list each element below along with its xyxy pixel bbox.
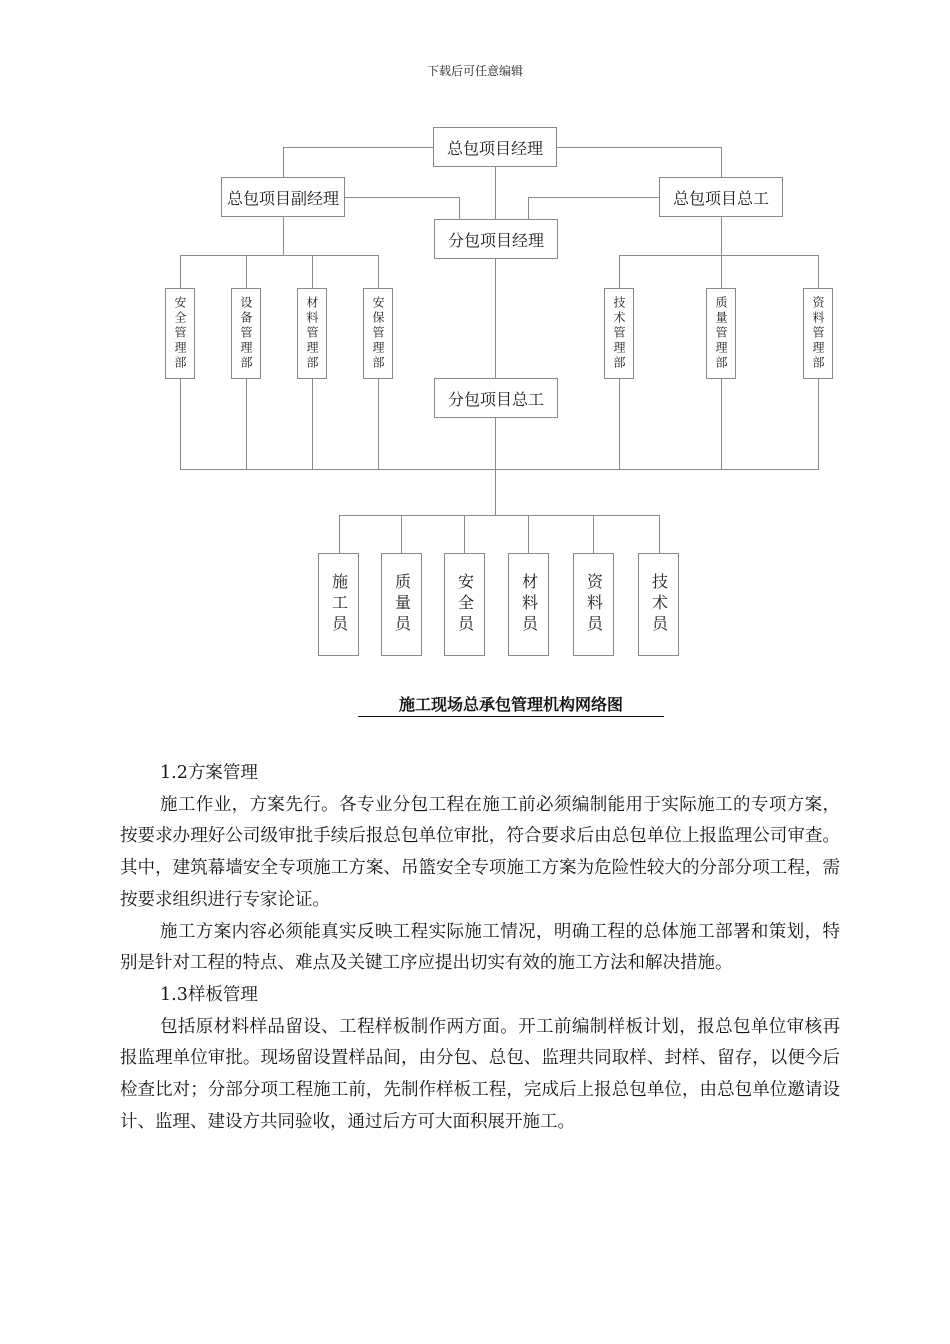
connector-line [344, 197, 459, 198]
chart-node-deputy-manager: 总包项目副经理 [221, 177, 345, 217]
section-heading: 1.2方案管理 [160, 763, 258, 783]
connector-line [378, 255, 379, 288]
staff-box [318, 553, 359, 656]
connector-line [464, 515, 465, 553]
connector-line [180, 255, 181, 288]
connector-line [283, 147, 284, 177]
connector-line [283, 147, 433, 148]
connector-line [312, 255, 313, 288]
connector-line [659, 515, 660, 553]
connector-line [721, 217, 722, 255]
connector-line [619, 379, 620, 470]
connector-line [495, 167, 496, 219]
dept-label: 安保管理部 [371, 296, 385, 371]
dept-box [706, 288, 736, 379]
staff-box [444, 553, 485, 656]
staff-box [381, 553, 422, 656]
dept-box [363, 288, 393, 379]
chart-node-top-manager: 总包项目经理 [433, 127, 557, 167]
dept-box [297, 288, 327, 379]
dept-box [165, 288, 195, 379]
dept-box [231, 288, 261, 379]
staff-label: 安全员 [455, 573, 475, 636]
dept-label: 技术管理部 [612, 296, 626, 371]
connector-line [593, 515, 594, 553]
connector-line [459, 197, 460, 219]
connector-line [495, 418, 496, 515]
chart-caption: 施工现场总承包管理机构网络图 [358, 694, 664, 717]
connector-line [312, 379, 313, 470]
dept-label: 设备管理部 [239, 296, 253, 371]
connector-line [619, 255, 818, 256]
staff-label: 质量员 [392, 573, 412, 636]
staff-box [638, 553, 679, 656]
staff-label: 技术员 [649, 573, 669, 636]
chart-node-sub-chief-engineer: 分包项目总工 [434, 378, 558, 418]
document-body [120, 758, 840, 1138]
connector-line [818, 379, 819, 470]
dept-box [803, 288, 833, 379]
connector-line [721, 147, 722, 177]
connector-line [528, 515, 529, 553]
dept-label: 材料管理部 [305, 296, 319, 371]
connector-line [246, 379, 247, 470]
connector-line [339, 515, 659, 516]
connector-line [378, 379, 379, 470]
dept-box [604, 288, 634, 379]
paragraph: 施工作业，方案先行。各专业分包工程在施工前必须编制能用于实际施工的专项方案，按要求办理好公司级审批手续后报总包单位审批，符合要求后由总包单位上报监理公司审查。其中，建筑幕墙安全专项施工方案、吊篮安全专项施工方案为危险性较大的分部分项工程，需按要求组织进行专家论证。 [120, 794, 840, 910]
connector-line [721, 255, 722, 288]
section-heading: 1.3样板管理 [160, 984, 258, 1005]
dept-label: 安全管理部 [173, 296, 187, 371]
header-note: 下载后可任意编辑 [426, 64, 523, 78]
connector-line [283, 217, 284, 255]
dept-label: 质量管理部 [714, 296, 728, 371]
connector-line [401, 515, 402, 553]
paragraph: 施工方案内容必须能真实反映工程实际施工情况，明确工程的总体施工部署和策划，特别是针对工程的特点、难点及关键工序应提出切实有效的施工方法和解决措施。 [120, 921, 840, 974]
staff-label: 材料员 [519, 573, 539, 636]
connector-line [180, 469, 819, 470]
connector-line [528, 197, 529, 219]
staff-box [508, 553, 549, 656]
paragraph: 包括原材料样品留设、工程样板制作两方面。开工前编制样板计划，报总包单位审核再报监理单位审批。现场留设置样品间，由分包、总包、监理共同取样、封样、留存，以便今后检查比对；分部分项工程施工前，先制作样板工程，完成后上报总包单位，由总包单位邀请设计、监理、建设方共同验收，通过后方可大面积展开施工。 [120, 1016, 840, 1132]
connector-line [818, 255, 819, 288]
connector-line [528, 197, 659, 198]
connector-line [721, 379, 722, 470]
chart-node-chief-engineer: 总包项目总工 [659, 177, 783, 217]
chart-node-sub-manager: 分包项目经理 [434, 219, 558, 259]
connector-line [246, 255, 247, 288]
connector-line [557, 147, 721, 148]
connector-line [619, 255, 620, 288]
connector-line [339, 515, 340, 553]
staff-box [573, 553, 614, 656]
connector-line [180, 379, 181, 470]
connector-line [495, 259, 496, 378]
connector-line [180, 255, 378, 256]
staff-label: 施工员 [329, 573, 349, 636]
dept-label: 资料管理部 [811, 296, 825, 371]
staff-label: 资料员 [584, 573, 604, 636]
